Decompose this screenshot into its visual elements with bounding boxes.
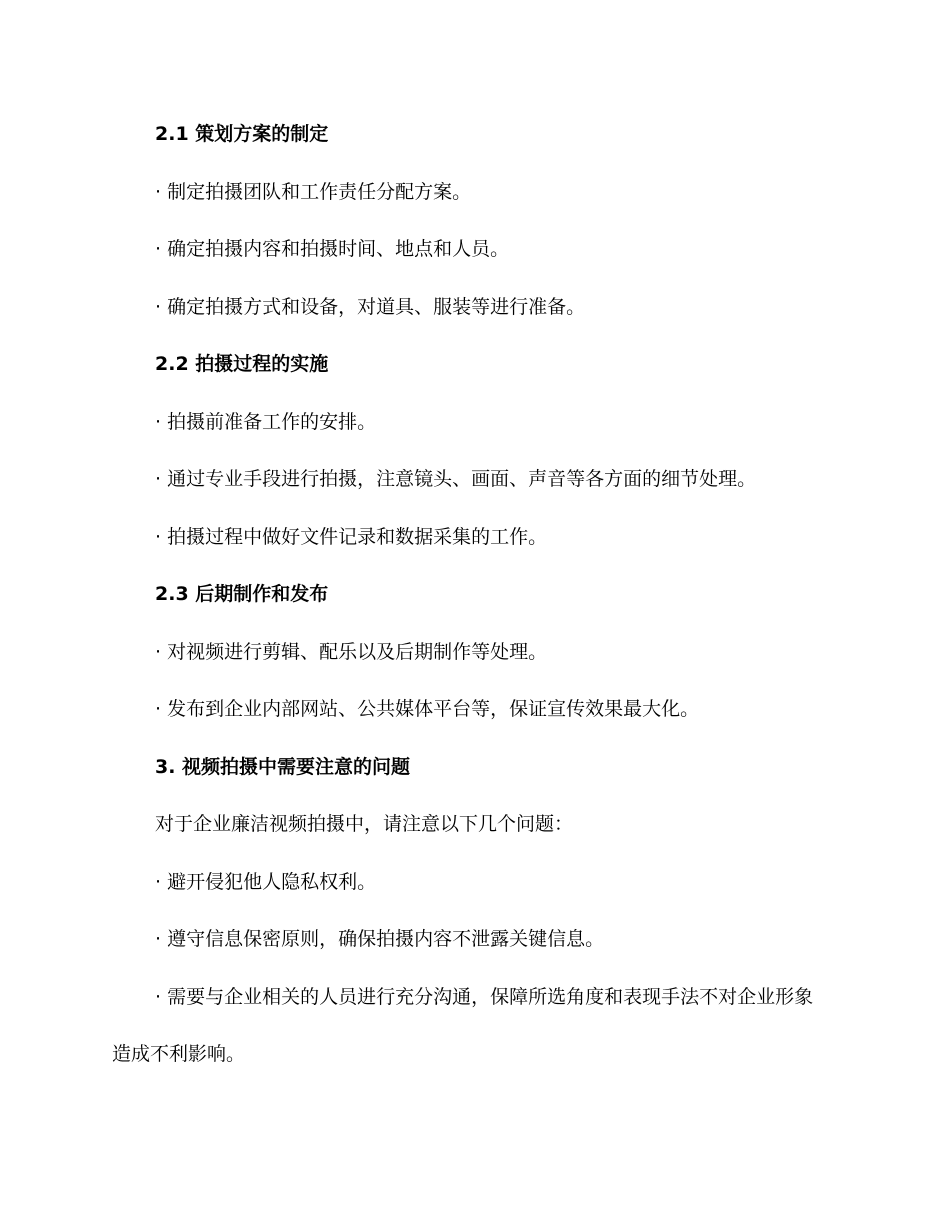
intro-paragraph: 对于企业廉洁视频拍摄中，请注意以下几个问题： xyxy=(155,813,574,835)
bullet-paragraph: · 确定拍摄方式和设备，对道具、服装等进行准备。 xyxy=(155,295,586,318)
bullet-paragraph: · 遵守信息保密原则，确保拍摄内容不泄露关键信息。 xyxy=(155,928,605,950)
bullet-paragraph: · 拍摄前准备工作的安排。 xyxy=(155,410,377,433)
bullet-paragraph: · 制定拍摄团队和工作责任分配方案。 xyxy=(155,180,472,203)
bullet-paragraph: · 通过专业手段进行拍摄，注意镜头、画面、声音等各方面的细节处理。 xyxy=(155,468,757,490)
bullet-paragraph: · 对视频进行剪辑、配乐以及后期制作等处理。 xyxy=(155,640,548,663)
section-heading-2-3: 2.3 后期制作和发布 xyxy=(155,583,329,605)
bullet-paragraph: · 拍摄过程中做好文件记录和数据采集的工作。 xyxy=(155,525,548,548)
bullet-paragraph: · 确定拍摄内容和拍摄时间、地点和人员。 xyxy=(155,238,510,260)
section-heading-2-2: 2.2 拍摄过程的实施 xyxy=(155,353,329,375)
bullet-paragraph: · 避开侵犯他人隐私权利。 xyxy=(155,870,377,893)
bullet-paragraph: · 发布到企业内部网站、公共媒体平台等，保证宣传效果最大化。 xyxy=(155,698,700,720)
section-heading-2-1: 2.1 策划方案的制定 xyxy=(155,123,329,145)
section-heading-3: 3. 视频拍摄中需要注意的问题 xyxy=(155,755,411,778)
bullet-paragraph: · 需要与企业相关的人员进行充分沟通，保障所选角度和表现手法不对企业形象造成不利影响。 xyxy=(112,985,814,1065)
